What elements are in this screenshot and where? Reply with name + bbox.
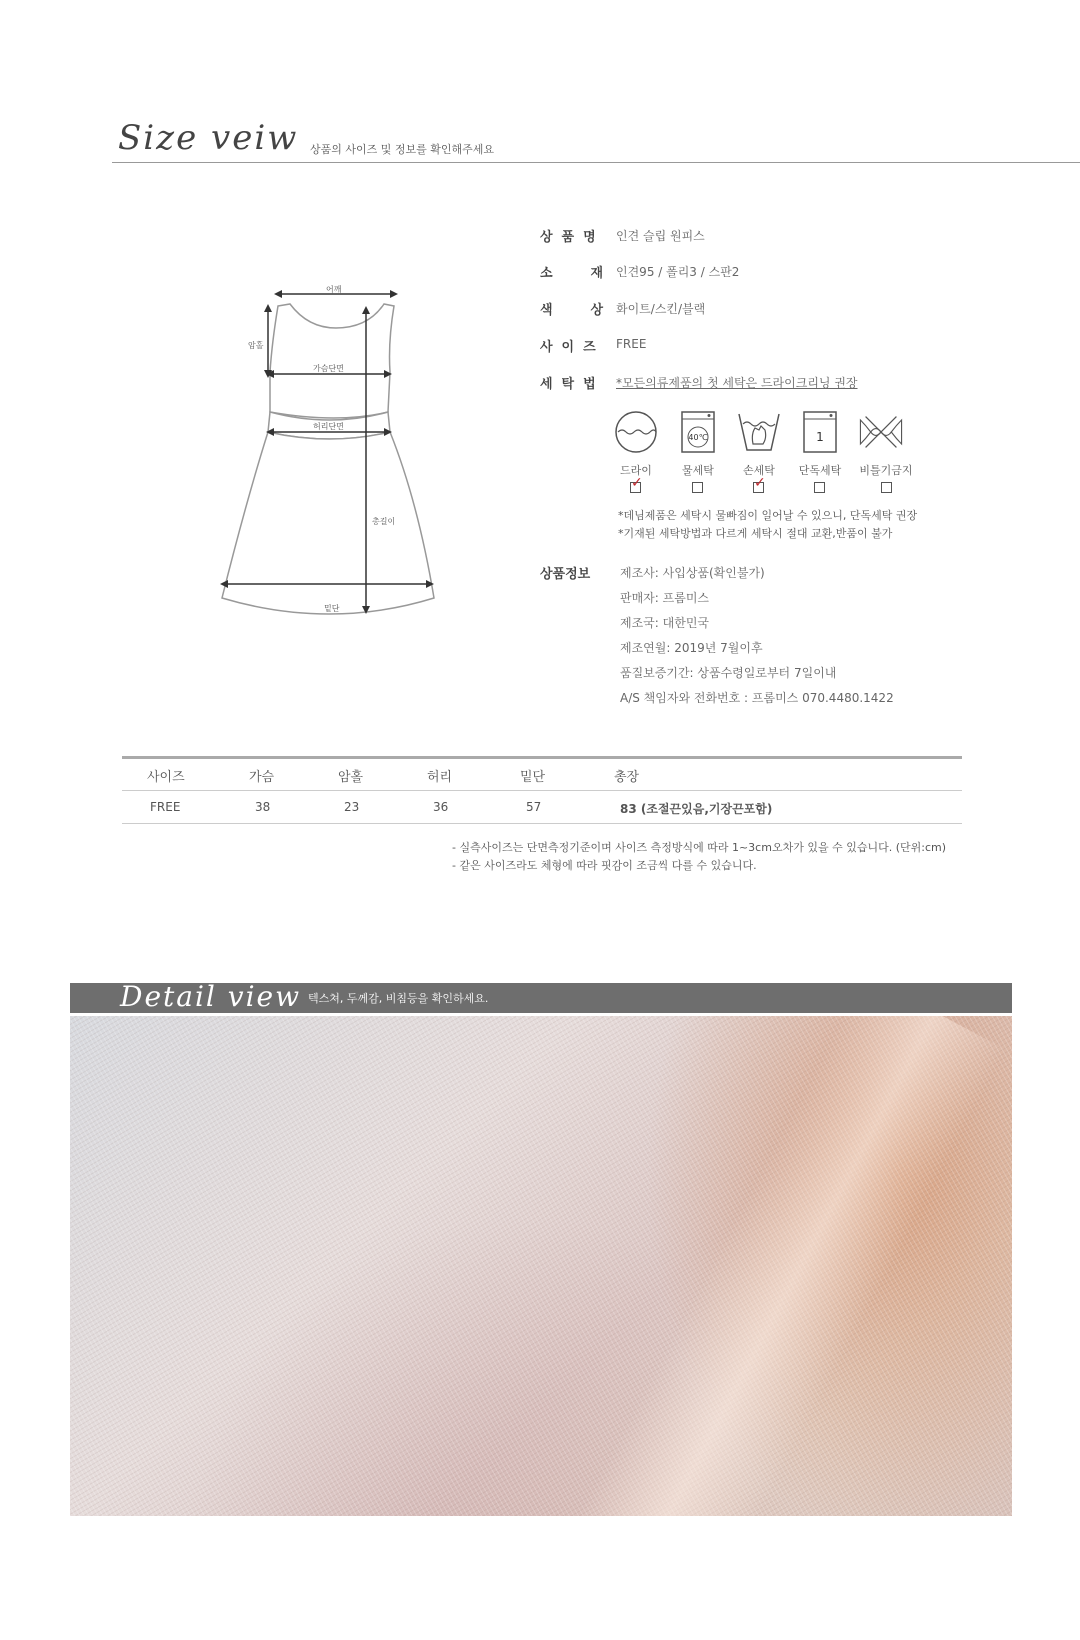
check-mark-icon: ✓: [631, 475, 643, 491]
fabric-texture-image: [70, 1016, 1012, 1516]
care-checkbox-no-wring[interactable]: [881, 482, 892, 493]
size-view-subtitle: 상품의 사이즈 및 정보를 확인해주세요: [310, 143, 495, 156]
size-label: 사이즈: [540, 340, 605, 355]
care-label-water: 물세탁: [682, 464, 714, 477]
product-info-line: 제조국: 대한민국: [620, 616, 710, 630]
size-note: - 같은 사이즈라도 체형에 따라 핏감이 조금씩 다를 수 있습니다.: [452, 859, 757, 872]
fabric-fold-highlight: [574, 1016, 1006, 1516]
care-label-hand: 손세탁: [743, 464, 775, 477]
table-cell-waist: 36: [433, 800, 449, 814]
table-header-hem: 밑단: [520, 770, 546, 785]
care-label-no-wring: 비틀기금지: [859, 464, 913, 477]
check-mark-icon: ✓: [754, 475, 766, 491]
product-info-label: 상품정보: [540, 567, 591, 582]
diagram-label-length: 총길이: [372, 517, 396, 526]
dress-diagram: [218, 282, 458, 642]
hand-wash-icon: [735, 410, 783, 454]
care-note: *기재된 세탁방법과 다르게 세탁시 절대 교환,반품이 불가: [618, 527, 893, 540]
wash-value: *모든의류제품의 첫 세탁은 드라이크리닝 권장: [616, 376, 858, 390]
table-bottom-rule: [122, 823, 962, 824]
table-header-length: 총장: [614, 770, 640, 785]
care-label-dry: 드라이: [620, 464, 652, 477]
color-value: 화이트/스킨/블랙: [616, 302, 706, 316]
diagram-label-hem: 밑단: [324, 604, 340, 613]
table-header-size: 사이즈: [147, 770, 185, 785]
table-top-rule: [122, 756, 962, 759]
no-wring-icon: [857, 410, 905, 454]
size-view-divider: [112, 162, 1080, 163]
material-value: 인견95 / 폴리3 / 스판2: [616, 265, 740, 279]
product-info-line: 제조사: 사입상품(확인불가): [620, 566, 765, 580]
water-wash-icon: [674, 410, 722, 454]
care-checkbox-water[interactable]: [692, 482, 703, 493]
table-cell-chest: 38: [255, 800, 271, 814]
detail-view-subtitle: 텍스쳐, 두께감, 비침등을 확인하세요.: [308, 992, 489, 1005]
table-header-chest: 가슴: [249, 770, 275, 785]
product-name-value: 인견 슬립 원피스: [616, 229, 705, 243]
care-note: *데님제품은 세탁시 물빠짐이 일어날 수 있으니, 단독세탁 권장: [618, 509, 918, 522]
single-wash-icon: [796, 410, 844, 454]
water-temp-text: 40℃: [688, 433, 708, 442]
product-name-label: 상품명: [540, 230, 605, 245]
diagram-label-chest: 가슴단면: [313, 364, 344, 373]
diagram-label-waist: 허리단면: [313, 422, 344, 431]
table-header-waist: 허리: [427, 770, 453, 785]
size-view-title: Size veiw: [118, 118, 299, 158]
table-cell-length: 83 (조절끈있음,기장끈포함): [620, 802, 773, 816]
size-value: FREE: [616, 337, 647, 351]
care-checkbox-single[interactable]: [814, 482, 825, 493]
product-info-line: 품질보증기간: 상품수령일로부터 7일이내: [620, 666, 837, 680]
table-cell-armhole: 23: [344, 800, 360, 814]
material-label: 소재: [540, 266, 642, 281]
single-wash-number: 1: [816, 430, 824, 444]
product-info-line: 판매자: 프롬미스: [620, 591, 710, 605]
wash-label: 세탁법: [540, 377, 605, 392]
product-info-line: 제조연월: 2019년 7월이후: [620, 641, 763, 655]
table-header-armhole: 암홀: [338, 770, 364, 785]
table-cell-hem: 57: [526, 800, 542, 814]
size-note: - 실측사이즈는 단면측정기준이며 사이즈 측정방식에 따라 1~3cm오차가 있을 수 있습니다. (단위:cm): [452, 841, 946, 854]
table-header-rule: [122, 790, 962, 791]
diagram-label-armhole: 암홀: [248, 341, 264, 350]
diagram-label-shoulder: 어깨: [326, 285, 342, 294]
care-label-single: 단독세탁: [798, 464, 842, 477]
detail-view-title: Detail view: [120, 980, 302, 1013]
table-cell-size: FREE: [150, 800, 181, 814]
dry-clean-icon: [612, 410, 660, 454]
product-info-line: A/S 책임자와 전화번호 : 프롬미스 070.4480.1422: [620, 691, 894, 705]
color-label: 색상: [540, 303, 642, 318]
